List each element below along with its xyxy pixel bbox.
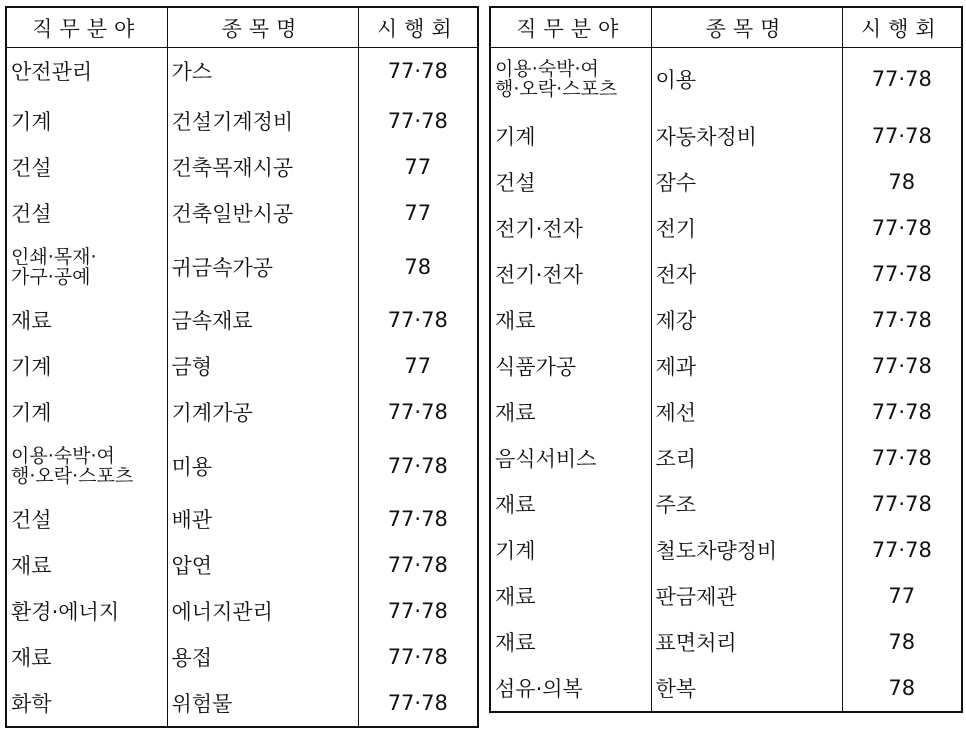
table-row	[490, 48, 962, 110]
field-cell: 재료	[6, 297, 167, 343]
header-round: 시행회	[842, 7, 962, 48]
field-cell: 기계	[490, 109, 651, 159]
table-row	[490, 389, 962, 435]
round-cell: 77·78	[842, 205, 962, 251]
table-row	[490, 343, 962, 389]
table-row	[490, 297, 962, 343]
right-table-body	[490, 48, 962, 713]
round-cell: 77·78	[358, 588, 478, 634]
field-cell: 기계	[6, 343, 167, 389]
item-cell: 전자	[651, 251, 842, 297]
table-row	[490, 205, 962, 251]
table-row	[490, 435, 962, 481]
field-cell: 기계	[6, 389, 167, 435]
round-cell: 77·78	[358, 94, 478, 144]
table-row	[490, 619, 962, 665]
field-cell: 전기·전자	[490, 251, 651, 297]
item-cell: 표면처리	[651, 619, 842, 665]
round-cell: 77·78	[358, 389, 478, 435]
table-row	[6, 634, 478, 680]
round-cell: 77·78	[842, 481, 962, 527]
item-cell: 기계가공	[167, 389, 358, 435]
item-cell: 귀금속가공	[167, 236, 358, 297]
field-cell: 재료	[490, 573, 651, 619]
item-cell: 제과	[651, 343, 842, 389]
table-row	[490, 573, 962, 619]
table-row	[6, 389, 478, 435]
table-row	[6, 236, 478, 297]
field-cell: 재료	[490, 619, 651, 665]
field-cell: 재료	[490, 481, 651, 527]
field-cell: 음식서비스	[490, 435, 651, 481]
field-line: 행·오락·스포츠	[495, 77, 618, 100]
table-row	[490, 481, 962, 527]
field-line: 행·오락·스포츠	[11, 464, 134, 487]
table-row	[6, 190, 478, 236]
field-line: 이용·숙박·여	[11, 444, 115, 467]
table-row	[6, 297, 478, 343]
item-cell: 잠수	[651, 159, 842, 205]
item-cell: 한복	[651, 665, 842, 712]
table-row	[6, 48, 478, 95]
table-row	[6, 343, 478, 389]
item-cell: 자동차정비	[651, 109, 842, 159]
right-exam-table	[489, 6, 963, 713]
round-cell: 78	[358, 236, 478, 297]
round-cell: 78	[842, 665, 962, 712]
item-cell: 금형	[167, 343, 358, 389]
table-row	[6, 435, 478, 496]
round-cell: 77	[358, 343, 478, 389]
field-line: 이용·숙박·여	[495, 57, 599, 80]
table-row	[490, 109, 962, 159]
item-cell: 조리	[651, 435, 842, 481]
item-cell: 금속재료	[167, 297, 358, 343]
table-row	[490, 159, 962, 205]
item-cell: 미용	[167, 435, 358, 496]
item-cell: 이용	[651, 48, 842, 110]
table-row	[6, 588, 478, 634]
field-cell	[6, 435, 167, 496]
round-cell: 77·78	[358, 496, 478, 542]
field-cell: 건설	[490, 159, 651, 205]
item-cell: 건축일반시공	[167, 190, 358, 236]
round-cell: 77·78	[358, 48, 478, 95]
table-row	[6, 94, 478, 144]
item-cell: 건축목재시공	[167, 144, 358, 190]
item-cell: 압연	[167, 542, 358, 588]
field-cell: 건설	[6, 190, 167, 236]
item-cell: 가스	[167, 48, 358, 95]
item-cell: 주조	[651, 481, 842, 527]
field-cell: 기계	[6, 94, 167, 144]
header-item: 종목명	[651, 7, 842, 48]
item-cell: 위험물	[167, 680, 358, 727]
field-cell: 재료	[6, 542, 167, 588]
table-row	[6, 680, 478, 727]
round-cell: 77·78	[358, 542, 478, 588]
item-cell: 건설기계정비	[167, 94, 358, 144]
header-field: 직무분야	[490, 7, 651, 48]
field-cell: 안전관리	[6, 48, 167, 95]
field-cell: 섬유·의복	[490, 665, 651, 712]
item-cell: 용접	[167, 634, 358, 680]
field-cell: 기계	[490, 527, 651, 573]
round-cell: 77·78	[842, 297, 962, 343]
table-row	[6, 542, 478, 588]
table-row	[490, 527, 962, 573]
field-cell: 식품가공	[490, 343, 651, 389]
round-cell: 78	[842, 159, 962, 205]
field-cell: 건설	[6, 144, 167, 190]
item-cell: 제강	[651, 297, 842, 343]
field-cell: 전기·전자	[490, 205, 651, 251]
table-row	[490, 251, 962, 297]
header-field: 직무분야	[6, 7, 167, 48]
header-round: 시행회	[358, 7, 478, 48]
round-cell: 77·78	[358, 634, 478, 680]
field-cell: 재료	[490, 389, 651, 435]
field-cell: 환경·에너지	[6, 588, 167, 634]
item-cell: 전기	[651, 205, 842, 251]
round-cell: 77·78	[842, 389, 962, 435]
field-line: 가구·공예	[11, 265, 91, 288]
header-item: 종목명	[167, 7, 358, 48]
header-row	[490, 7, 962, 48]
field-cell: 재료	[490, 297, 651, 343]
round-cell: 78	[842, 619, 962, 665]
round-cell: 77·78	[842, 251, 962, 297]
table-row	[6, 144, 478, 190]
item-cell: 배관	[167, 496, 358, 542]
round-cell: 77·78	[358, 297, 478, 343]
field-line: 인쇄·목재·	[11, 245, 97, 268]
item-cell: 제선	[651, 389, 842, 435]
field-cell: 재료	[6, 634, 167, 680]
round-cell: 77·78	[842, 435, 962, 481]
item-cell: 판금제관	[651, 573, 842, 619]
item-cell: 철도차량정비	[651, 527, 842, 573]
field-cell	[490, 48, 651, 110]
table-row	[6, 496, 478, 542]
header-row	[6, 7, 478, 48]
round-cell: 77	[358, 190, 478, 236]
round-cell: 77·78	[358, 680, 478, 727]
round-cell: 77	[842, 573, 962, 619]
round-cell: 77·78	[842, 109, 962, 159]
round-cell: 77	[358, 144, 478, 190]
table-row	[490, 665, 962, 712]
round-cell: 77·78	[842, 48, 962, 110]
round-cell: 77·78	[842, 343, 962, 389]
field-cell: 건설	[6, 496, 167, 542]
round-cell: 77·78	[842, 527, 962, 573]
left-table-body	[6, 48, 478, 728]
round-cell: 77·78	[358, 435, 478, 496]
field-cell	[6, 236, 167, 297]
left-exam-table	[5, 6, 479, 728]
field-cell: 화학	[6, 680, 167, 727]
item-cell: 에너지관리	[167, 588, 358, 634]
